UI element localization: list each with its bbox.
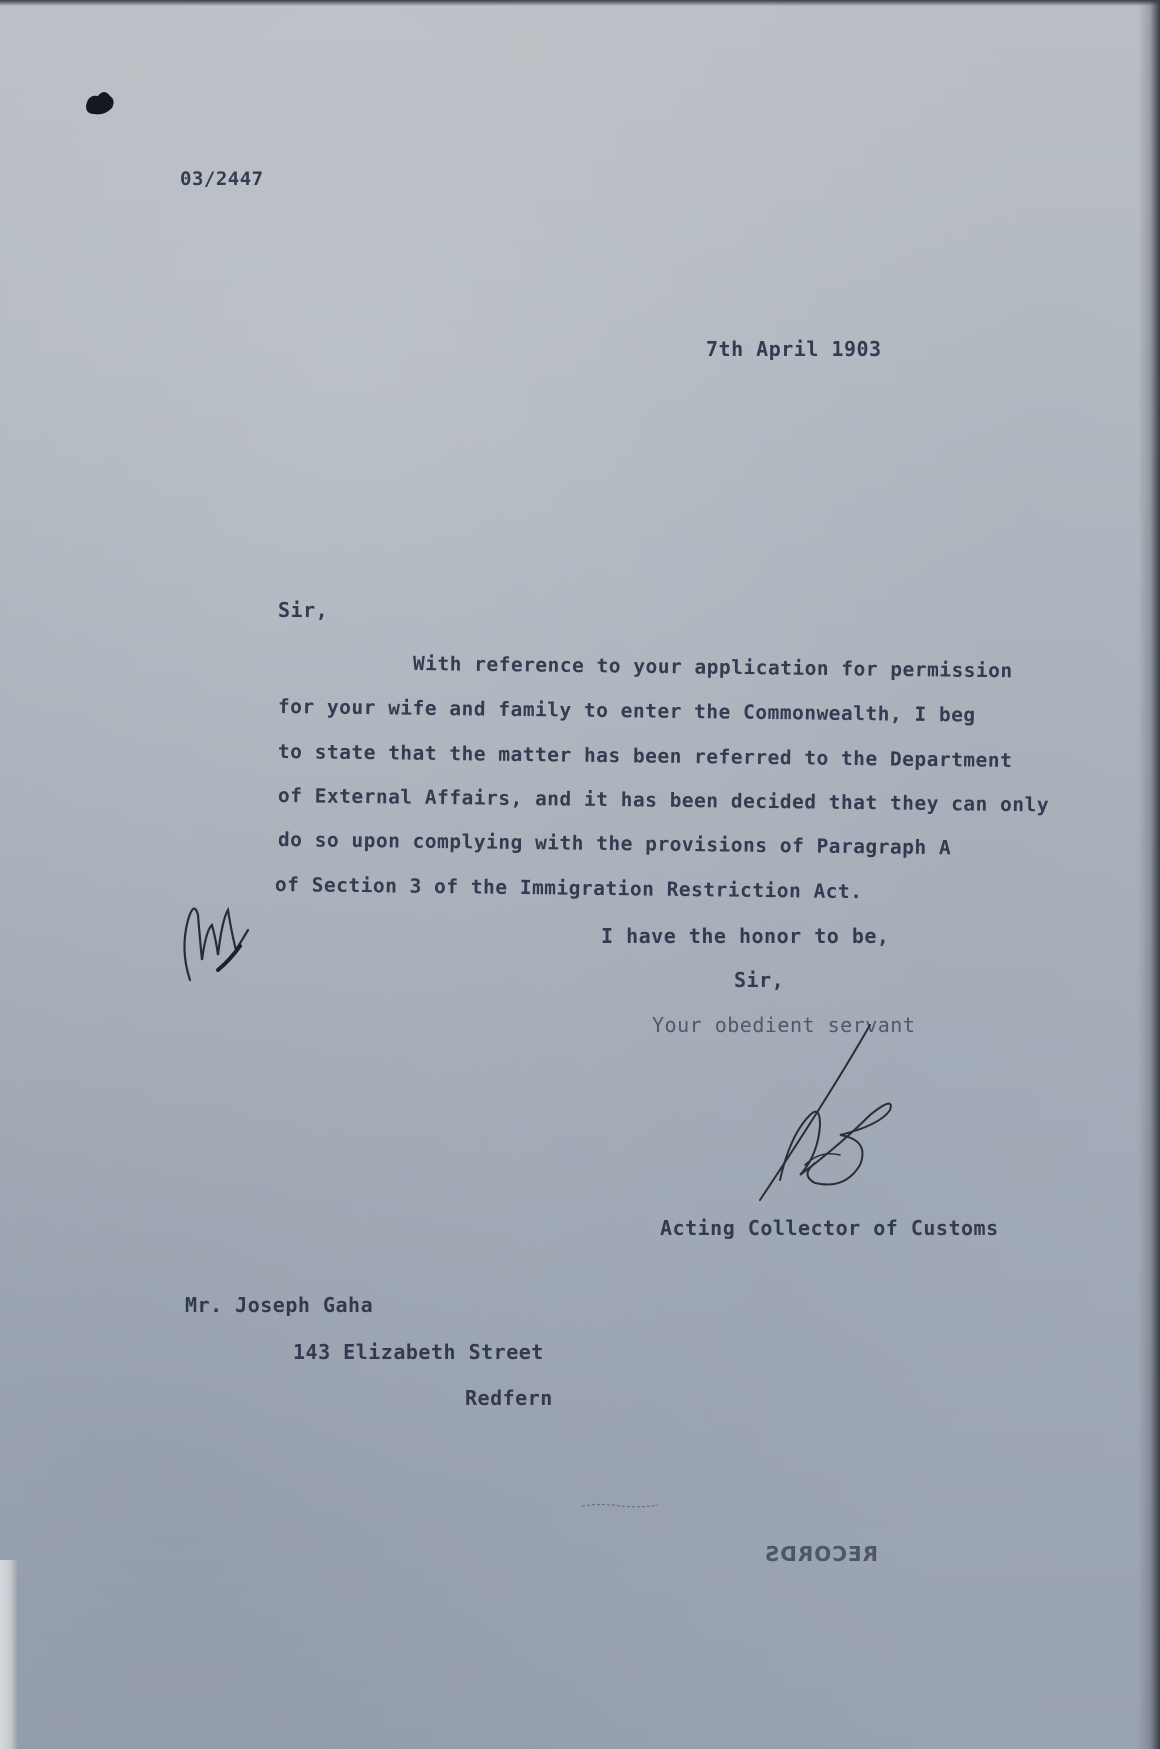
page-edge-top [0,0,1160,6]
recipient-name: Mr. Joseph Gaha [185,1293,374,1317]
closing-line-3: Your obedient servant [652,1013,916,1037]
signature [720,1015,920,1215]
recipient-street: 143 Elizabeth Street [293,1340,544,1364]
salutation: Sir, [278,598,329,622]
body-line-6: of Section 3 of the Immigration Restriction Act. [274,873,863,904]
body-line-4: of External Affairs, and it has been decided that they can only [277,784,1050,817]
records-stamp-text: RECORDS [763,1542,878,1566]
handwritten-initials [178,880,253,990]
body-line-5: do so upon complying with the provisions of Paragraph A [277,828,952,860]
body-line-3: to state that the matter has been referred to the Department [277,740,1013,772]
letter-date: 7th April 1903 [706,337,882,361]
ink-smudge [580,1500,660,1510]
closing-line-1: I have the honor to be, [601,924,890,948]
punch-hole-mark [82,86,118,120]
records-stamp [708,1542,878,1572]
signatory-title: Acting Collector of Customs [660,1216,999,1240]
closing-line-2: Sir, [734,968,785,992]
body-line-2: for your wife and family to enter the Commonwealth, I beg [277,695,976,727]
paper-fold-left [0,1560,18,1749]
recipient-suburb: Redfern [465,1386,553,1410]
body-line-1: With reference to your application for permission [412,652,1013,683]
page-edge-right [1138,0,1160,1749]
reference-number: 03/2447 [180,168,264,190]
